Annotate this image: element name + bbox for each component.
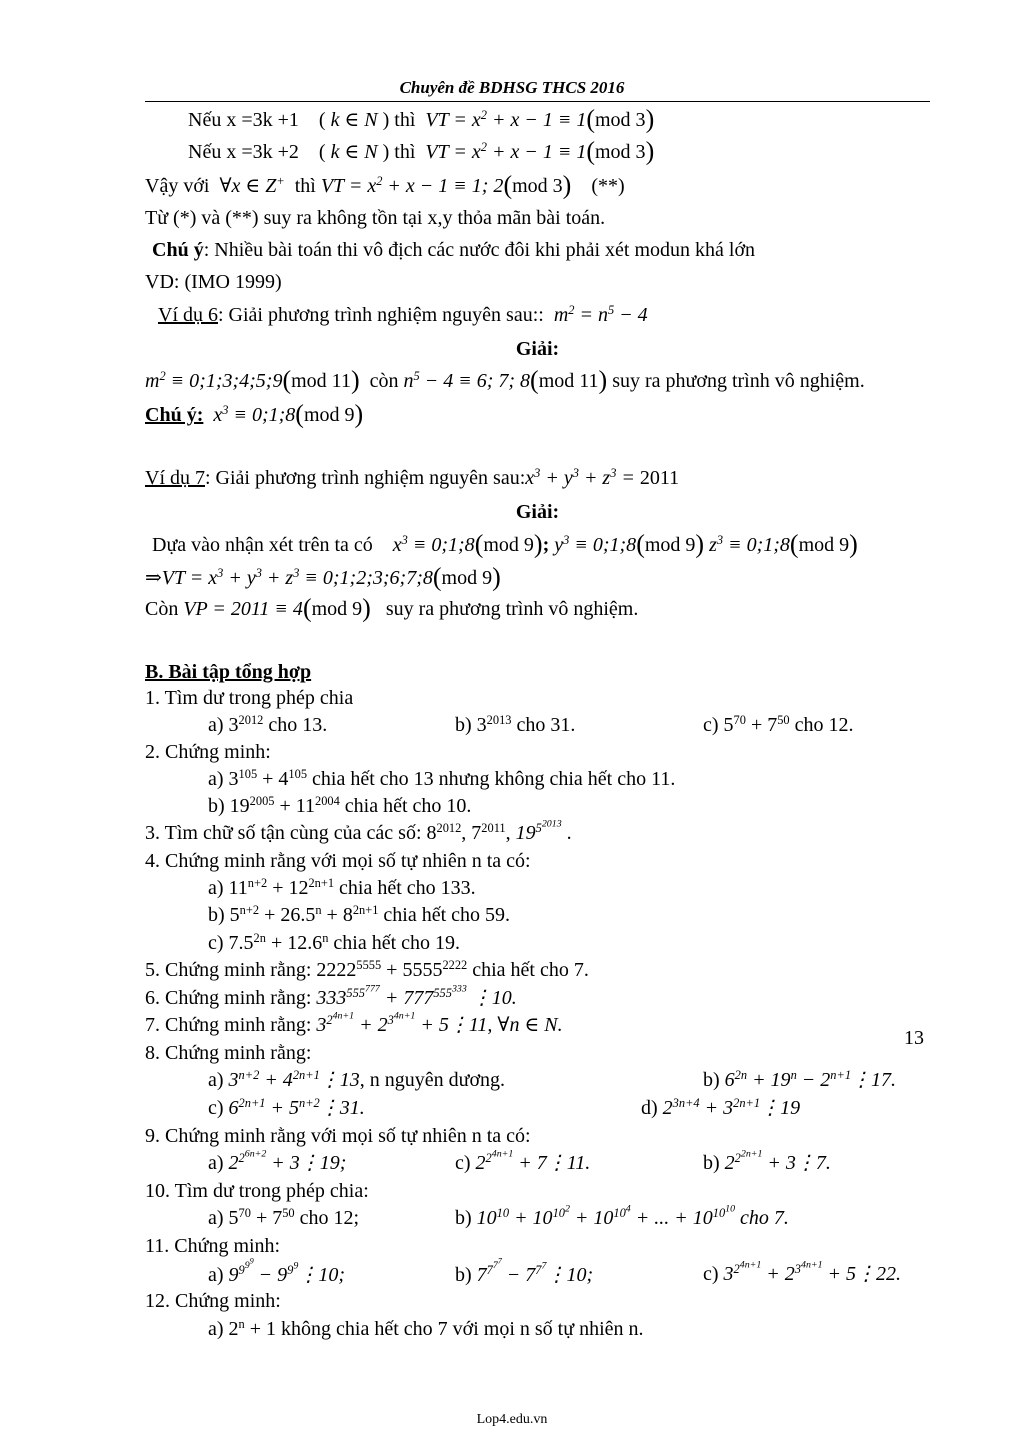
math-p6: $333^{555^{777}} + 777^{555^{333}}$ ⋮10. <box>316 983 517 1009</box>
problem-11c: c) $3^{2^{4n+1}} + 2^{3^{4n+1}}$ + 5⋮22. <box>703 1259 902 1285</box>
solution-heading: Giải: <box>515 501 560 523</box>
solution-6-line: $m^2$ ≡ 0;1;3;4;5;9(mod 11) còn $n^5 - 4 \equiv 6$; 7; 8(mod 11) suy ra phương trình vô nghiệm. <box>145 365 865 395</box>
problem-1: 1. Tìm dư trong phép chia <box>145 687 354 709</box>
problem-1b: b) $3^{2013}$ cho 31. <box>455 712 576 736</box>
problem-9b: b) $2^{2^{2n+1}}$ + 3⋮7. <box>703 1148 831 1174</box>
math-vt-1: VT = $x^2 + x - 1 \equiv 1(mod$ 3) <box>425 104 655 134</box>
page-header: Chuyên đề BDHSG THCS 2016 <box>399 78 625 97</box>
problem-10a: a) $5^{70} + 7^{50}$ cho 12; <box>208 1205 360 1229</box>
problem-4c: c) $7.5^{2n} + 12.6^n$ chia hết cho 19. <box>208 930 461 954</box>
case-line-1: Nếu x =3k +1 ( k ∈ N ) thì VT = $x^2 + x - 1 \equiv 1(mod$ 3) <box>188 104 655 134</box>
problem-2b: b) $19^{2005} + 11^{2004}$ chia hết cho 10. <box>208 793 472 817</box>
problem-4: 4. Chứng minh rằng với mọi số tự nhiên n ta có: <box>145 850 531 872</box>
note-line-2: Chú ý: $x^3$ ≡ 0;1;8(mod 9) <box>145 399 364 429</box>
problem-2a: a) $3^{105} + 4^{105}$ chia hết cho 13 nhưng không chia hết cho 11. <box>208 766 676 790</box>
math-vt-3: VT = $x^2 + x - 1 \equiv 1$; 2(mod 3) <box>320 170 572 200</box>
case-line-2: Nếu x =3k +2 ( k ∈ N ) thì VT = $x^2 + x - 1 \equiv 1(mod$ 3) <box>188 136 655 166</box>
problem-1c: c) $5^{70} + 7^{50}$ cho 12. <box>703 712 854 736</box>
problem-2: 2. Chứng minh: <box>145 741 271 763</box>
problem-6: 6. Chứng minh rằng: $333^{555^{777}} + 777^{555^{333}}$ ⋮10. <box>145 983 517 1009</box>
problem-4b: b) $5^{n+2} + 26.5^n + 8^{2n+1}$ chia hết cho 59. <box>208 902 511 926</box>
solution-7-line-2 <box>145 562 501 592</box>
problem-8b: b) $6^{2n} + 19^n$ − $2^{n+1}⋮17$. <box>703 1067 897 1091</box>
math-eq-7: $x^3 + y^3 + z^3 = 2011$ <box>525 465 680 489</box>
page-number: 13 <box>904 1027 924 1049</box>
problem-11a: a) $9^{9^{9^9}}$ − $9^{9^9}⋮10$; <box>208 1257 345 1286</box>
problem-3: 3. Tìm chữ số tận cùng của các số: $8^{2012}$, $7^{2011}$, $19^{5^{2013}}$ . <box>145 818 572 844</box>
problem-1a: a) $3^{2012}$ cho 13. <box>208 712 328 736</box>
page-footer: Lop4.edu.vn <box>476 1412 548 1427</box>
header-rule <box>145 101 930 102</box>
solution-heading: Giải: <box>515 338 560 360</box>
text-line: VD: (IMO 1999) <box>145 271 282 293</box>
text-line: Từ (*) và (**) suy ra không tồn tại x,y thỏa mãn bài toán. <box>145 207 606 229</box>
problem-8a: a) $3^{n+2}$ + $4^{2n+1}⋮13$, n nguyên dương. <box>208 1067 506 1091</box>
problem-11: 11. Chứng minh: <box>145 1235 281 1257</box>
math-vp: VP = 2011 ≡ 4(mod 9) <box>183 593 371 623</box>
math-forall-x: ∀x ∈ Z+ <box>219 173 285 197</box>
problem-4a: a) $11^{n+2} + 12^{2n+1}$ chia hết cho 133. <box>208 875 476 899</box>
problem-10b: b) $10^{10} + 10^{10^2} + 10^{10^4}$ + ... + $10^{10^{10}}$ cho 7. <box>455 1203 789 1229</box>
problem-7: 7. Chứng minh rằng: $3^{2^{4n+1}} + 2^{3^{4n+1}}$ + 5⋮11, ∀n ∈ N. <box>145 1010 563 1036</box>
example-7-heading: Ví dụ 7: Giải phương trình nghiệm nguyên $sau:x^3 + y^3 + z^3 = 2011$ <box>145 465 680 489</box>
problem-9a: a) $2^{2^{6n+2}}$ + 3⋮19; <box>208 1148 347 1174</box>
problem-8c: c) $6^{2n+1}$ + $5^{n+2}⋮31$. <box>208 1095 365 1119</box>
math-cubes-mod9: $x^3$ ≡ 0;1;8(mod 9); $y^3$ ≡ 0;1;8(mod 9) $z^3$ ≡ 0;1;8(mod 9) <box>392 529 858 559</box>
math-vt-2: VT = $x^2 + x - 1 \equiv 1(mod$ 3) <box>425 136 655 166</box>
problem-8: 8. Chứng minh rằng: <box>145 1042 312 1064</box>
example-6-heading: Ví dụ 6: Giải phương trình nghiệm nguyên sau:: $m^2 = n^5 - 4$ <box>158 302 648 326</box>
math-k-in-n: k ∈ N <box>325 109 383 131</box>
conclusion-line: Vậy với ∀x ∈ Z+ thì VT = $x^2 + x - 1 \equiv 1$; 2(mod 3) (**) <box>145 170 625 200</box>
problem-10: 10. Tìm dư trong phép chia: <box>145 1180 369 1202</box>
problem-9: 9. Chứng minh rằng với mọi số tự nhiên n ta có: <box>145 1125 531 1147</box>
math-k-in-n: k ∈ N <box>325 141 383 163</box>
problem-5: 5. Chứng minh rằng: $2222^{5555} + 5555^{2222}$ chia hết cho 7. <box>145 957 589 981</box>
solution-7-line-3: Còn VP = 2011 ≡ 4(mod 9) suy ra phương trình vô nghiệm. <box>145 593 639 623</box>
math-x3-mod9: $x^3$ ≡ 0;1;8(mod 9) <box>213 399 364 429</box>
solution-7-line-1: Dựa vào nhận xét trên ta có $x^3$ ≡ 0;1;8(mod 9); $y^3$ ≡ 0;1;8(mod 9) $z^3$ ≡ 0;1;8(mod 9) <box>152 529 858 559</box>
math-vt-sum: ⇒VT = $x^3 + y^3 + z^3$ ≡ 0;1;2;3;6;7;8(mod 9) <box>145 562 501 592</box>
problem-9c: c) $2^{2^{4n+1}}$ + 7⋮11. <box>455 1148 591 1174</box>
section-b-title: B. Bài tập tổng hợp <box>145 661 312 683</box>
problem-8d: d) $2^{3n+4}$ + $3^{2n+1}⋮19$ <box>641 1095 801 1119</box>
problem-12: 12. Chứng minh: <box>145 1290 281 1312</box>
problem-11b: b) $7^{7^{7^7}}$ − $7^{7^7}⋮10$; <box>455 1257 594 1286</box>
math-p7: $3^{2^{4n+1}} + 2^{3^{4n+1}}$ + 5⋮11, ∀n ∈ N. <box>316 1010 563 1036</box>
problem-12a: a) $2^n + 1$ không chia hết cho 7 với mọi n số tự nhiên n. <box>208 1316 644 1340</box>
math-eq-6: $m^2 = n^5 - 4$ <box>553 302 648 326</box>
math-m2-mod: $m^2$ ≡ 0;1;3;4;5;9(mod 11) <box>145 365 360 395</box>
note-line: Chú ý: Nhiều bài toán thi vô địch các nước đôi khi phải xét modun khá lớn <box>152 239 756 261</box>
math-n5-mod: $n^5 - 4 \equiv 6$; 7; 8(mod 11) <box>403 365 608 395</box>
